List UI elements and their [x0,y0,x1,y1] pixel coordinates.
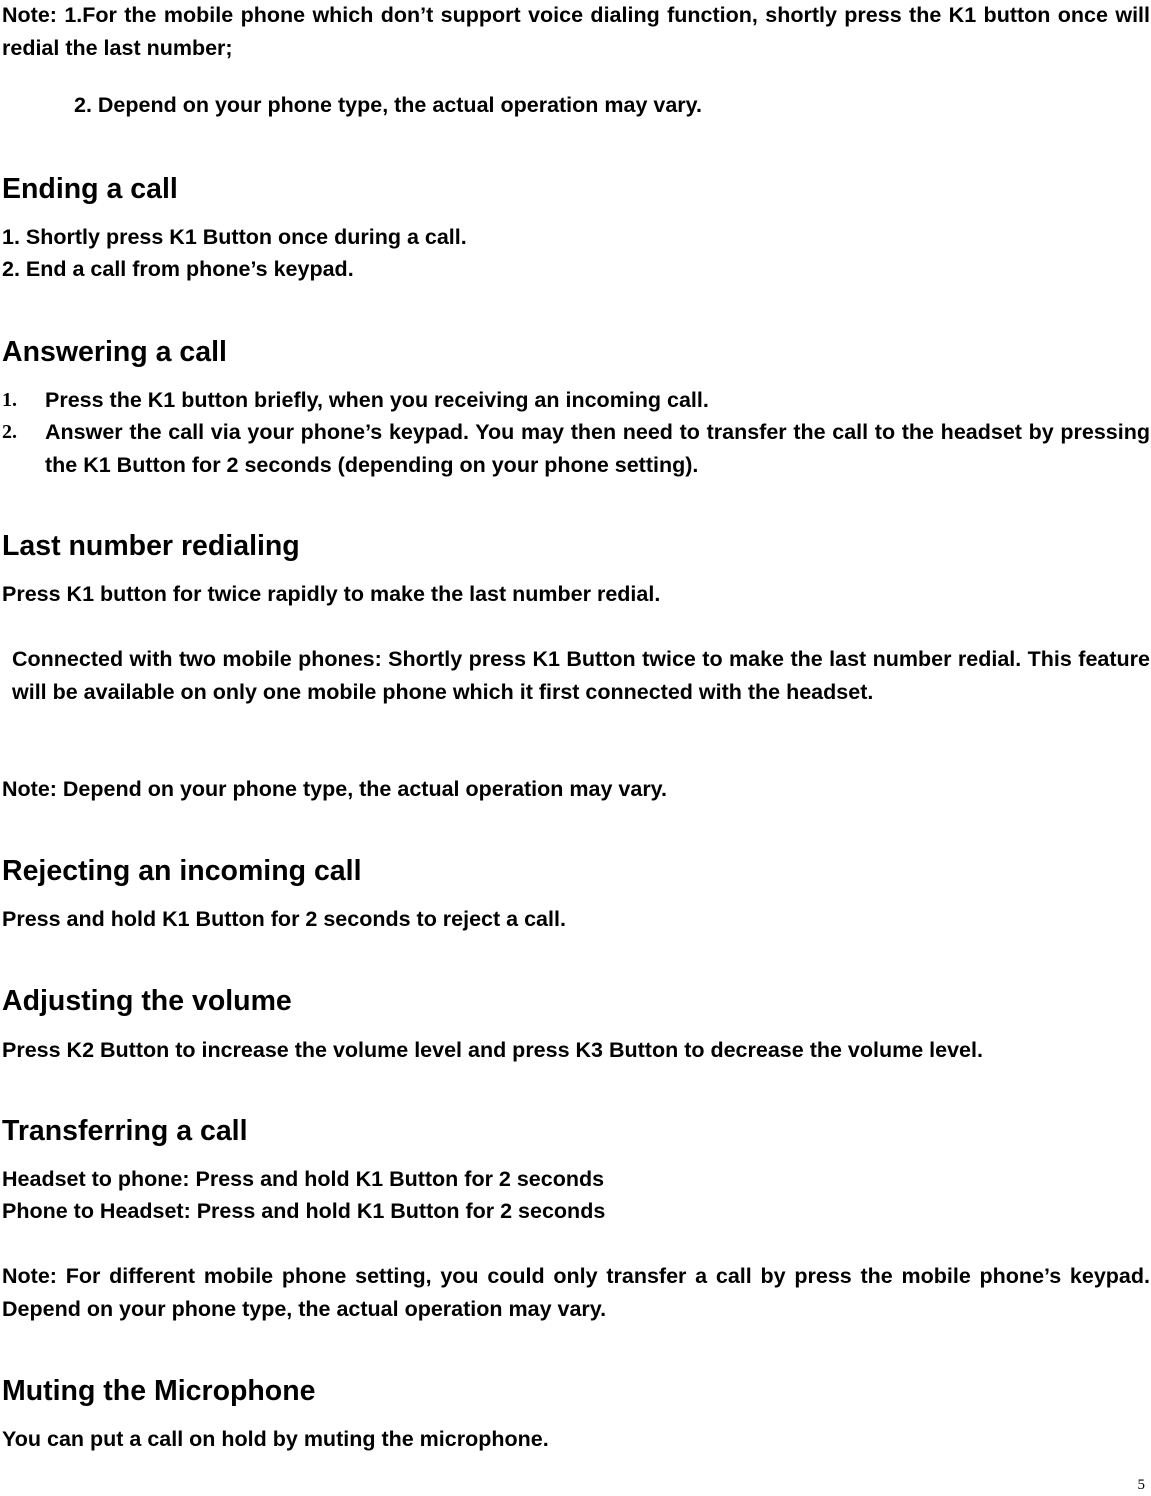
page-number: 5 [1137,1477,1145,1493]
heading-muting-the-microphone: Muting the Microphone [2,1375,316,1407]
volume-instruction: Press K2 Button to increase the volume level and press K3 Button to decrease the volume level. [2,1038,983,1062]
reject-instruction: Press and hold K1 Button for 2 seconds to reject a call. [2,907,566,931]
ending-call-step-2: 2. End a call from phone’s keypad. [2,257,354,281]
heading-adjusting-the-volume: Adjusting the volume [2,985,292,1017]
heading-last-number-redialing: Last number redialing [2,530,300,562]
intro-note: Note: 1.For the mobile phone which don’t support voice dialing function, shortly press the K1 button once will redial the last number; [2,3,1150,60]
heading-ending-a-call: Ending a call [2,173,178,205]
intro-note-item-2: 2. Depend on your phone type, the actual operation may vary. [74,93,703,117]
redial-two-phones: Connected with two mobile phones: Shortly press K1 Button twice to make the last number redial. This feature will be available on only one mobile phone which it first connected with the headset. [12,647,1150,704]
list-number: 2. [2,421,17,443]
list-item-text: Answer the call via your phone’s keypad. You may then need to transfer the call to the headset by pressing the K1 Button for 2 seconds (depending on your phone setting). [45,420,1150,477]
transfer-headset-to-phone: Headset to phone: Press and hold K1 Button for 2 seconds [2,1167,605,1191]
redial-instruction: Press K1 button for twice rapidly to make the last number redial. [2,582,661,606]
mute-instruction: You can put a call on hold by muting the microphone. [2,1427,549,1451]
answering-list-item-2 [2,416,1150,482]
transfer-note: Note: For different mobile phone setting, you could only transfer a call by press the mobile phone’s keypad. Depend on your phone type, the actual operation may vary. [2,1264,1150,1321]
heading-answering-a-call: Answering a call [2,336,227,368]
answering-list-item-1 [2,384,1150,417]
ending-call-step-1: 1. Shortly press K1 Button once during a call. [2,225,467,249]
redial-note: Note: Depend on your phone type, the actual operation may vary. [2,777,668,801]
list-item-text: Press the K1 button briefly, when you receiving an incoming call. [45,388,709,412]
heading-transferring-a-call: Transferring a call [2,1115,248,1147]
list-number: 1. [2,389,17,411]
heading-rejecting-an-incoming-call: Rejecting an incoming call [2,855,362,887]
transfer-phone-to-headset: Phone to Headset: Press and hold K1 Button for 2 seconds [2,1199,606,1223]
